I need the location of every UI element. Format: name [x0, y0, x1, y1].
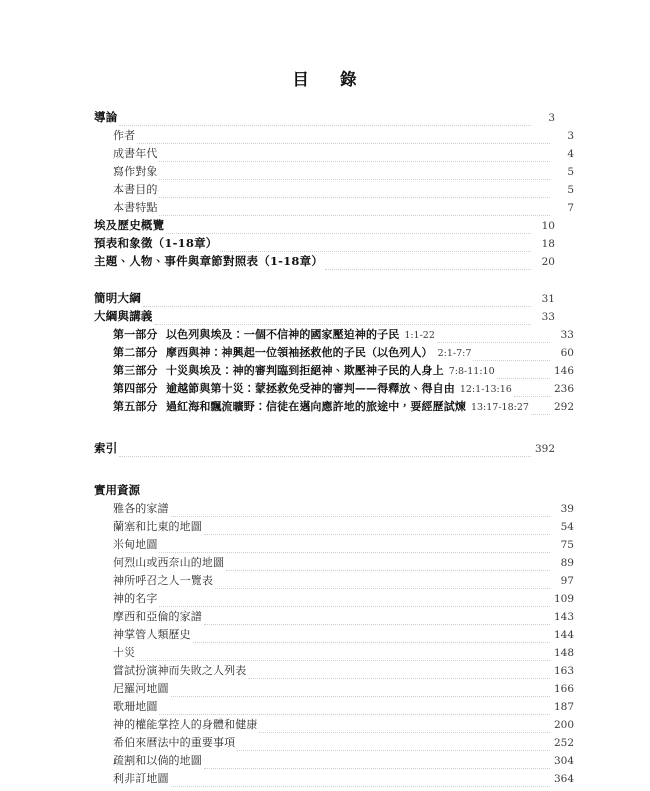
toc-entry[interactable] — [94, 611, 574, 629]
toc-entry-page-number: 392 — [534, 443, 555, 456]
toc-entry[interactable] — [94, 773, 574, 791]
toc-entry-label-group — [113, 575, 213, 586]
toc-entry-page-number: 7 — [567, 202, 574, 215]
toc-section-header — [94, 485, 555, 503]
toc-entry-label-group — [113, 130, 135, 141]
toc-entry-label-group — [113, 737, 235, 748]
dot-leader — [159, 713, 550, 715]
dot-leader — [237, 749, 550, 751]
dot-leader — [119, 455, 531, 457]
toc-entry-page-number: 200 — [553, 719, 574, 732]
toc-entry-title: 逾越節與第十災：蒙拯救免受神的審判——得釋放、得自由 — [166, 382, 455, 396]
toc-entry-page-number: 54 — [560, 521, 574, 534]
toc-entry-title: 利非訂地圖 — [113, 772, 169, 786]
toc-entry[interactable] — [94, 148, 574, 166]
toc-entry[interactable] — [94, 329, 574, 347]
toc-entry-page-number: 144 — [553, 629, 574, 642]
dot-leader — [119, 124, 531, 126]
toc-entry-page-number: 18 — [541, 238, 555, 251]
toc-entry[interactable] — [94, 521, 574, 539]
dot-leader — [137, 142, 550, 144]
toc-entry-label-group — [113, 647, 135, 658]
toc-entry-page-number: 97 — [560, 575, 574, 588]
toc-entry-label-group — [113, 719, 257, 730]
toc-entry-part-label: 第五部分 — [113, 400, 158, 414]
toc-entry-page-number: 109 — [553, 593, 574, 606]
toc-entry-label-group — [113, 701, 157, 712]
toc-entry-label-group — [94, 238, 218, 250]
dot-leader — [193, 641, 550, 643]
dot-leader — [137, 659, 550, 661]
toc-entry-page-number: 33 — [541, 311, 555, 324]
toc-entry[interactable] — [94, 383, 574, 401]
toc-entry-label-group — [113, 365, 495, 377]
toc-entry[interactable] — [94, 737, 574, 755]
toc-entry-part-label: 第一部分 — [113, 328, 158, 342]
toc-entry-list — [94, 110, 574, 791]
toc-entry-title: 本書特點 — [113, 201, 158, 215]
toc-entry-page-number: 39 — [560, 503, 574, 516]
dot-leader — [159, 160, 550, 162]
toc-entry-label-group — [113, 329, 435, 341]
toc-entry-title: 神掌管人類歷史 — [113, 628, 191, 642]
toc-entry-title: 預表和象徵（1-18章） — [94, 236, 218, 251]
dot-leader — [259, 731, 550, 733]
dot-leader — [159, 178, 550, 180]
dot-leader — [437, 341, 550, 343]
toc-entry-page-number: 304 — [553, 755, 574, 768]
toc-entry-label-group — [113, 683, 169, 694]
toc-entry-title: 神的權能掌控人的身體和健康 — [113, 718, 258, 732]
toc-entry-label-group — [113, 383, 512, 395]
toc-entry-label-group — [113, 166, 157, 177]
dot-leader — [171, 515, 550, 517]
toc-entry-label-group — [113, 593, 157, 604]
toc-entry-label-group — [94, 112, 117, 124]
toc-entry-page-number: 166 — [553, 683, 574, 696]
group-spacer — [94, 274, 555, 293]
toc-entry-label-group — [94, 293, 141, 305]
toc-entry[interactable] — [94, 112, 555, 130]
group-spacer — [94, 419, 555, 443]
toc-entry[interactable] — [94, 347, 574, 365]
toc-entry[interactable] — [94, 293, 555, 311]
toc-entry-label-group — [94, 220, 164, 232]
toc-entry-page-number: 236 — [553, 383, 574, 396]
toc-entry-title: 過紅海和飄流曠野：信徒在邁向應許地的旅途中，要經歷試煉 — [166, 400, 466, 414]
toc-entry[interactable] — [94, 719, 574, 737]
toc-entry-label-group — [94, 256, 323, 268]
dot-leader — [155, 323, 531, 325]
dot-leader — [159, 196, 550, 198]
toc-entry-page-number: 143 — [553, 611, 574, 624]
toc-entry[interactable] — [94, 629, 574, 647]
toc-entry[interactable] — [94, 755, 574, 773]
toc-entry[interactable] — [94, 166, 574, 184]
toc-entry-page-number: 146 — [553, 365, 574, 378]
dot-leader — [159, 551, 550, 553]
dot-leader — [325, 268, 531, 270]
toc-entry[interactable] — [94, 647, 574, 665]
toc-entry-label-group — [113, 184, 157, 195]
toc-entry-label-group — [113, 611, 202, 622]
toc-entry-title: 摩西與神：神興起一位領袖拯救他的子民（以色列人） — [166, 346, 433, 360]
dot-leader — [473, 359, 550, 361]
toc-entry-title: 尼羅河地圖 — [113, 682, 169, 696]
toc-entry[interactable] — [94, 683, 574, 701]
dot-leader — [159, 214, 550, 216]
toc-entry[interactable] — [94, 184, 574, 202]
toc-entry-page-number: 292 — [553, 401, 574, 414]
toc-entry-label-group — [113, 539, 157, 550]
toc-entry-page-number: 3 — [548, 112, 555, 125]
toc-entry-label-group — [113, 202, 157, 213]
toc-entry-page-number: 31 — [541, 293, 555, 306]
toc-entry[interactable] — [94, 665, 574, 683]
toc-entry[interactable] — [94, 575, 574, 593]
toc-entry-title: 作者 — [113, 129, 136, 143]
toc-entry-scripture-reference: 1:1-22 — [404, 330, 435, 342]
toc-entry[interactable] — [94, 443, 555, 461]
toc-entry[interactable] — [94, 557, 574, 575]
toc-entry-page-number: 5 — [567, 184, 574, 197]
toc-entry[interactable] — [94, 593, 574, 611]
toc-entry-label-group — [113, 773, 169, 784]
dot-leader — [226, 569, 550, 571]
toc-entry-scripture-reference: 7:8-11:10 — [448, 366, 495, 378]
toc-entry-page-number: 33 — [560, 329, 574, 342]
toc-entry-title: 歌珊地圖 — [113, 700, 158, 714]
toc-entry-title: 本書目的 — [113, 183, 158, 197]
toc-entry-page-number: 187 — [553, 701, 574, 714]
toc-entry-title: 索引 — [94, 441, 118, 456]
toc-entry-page-number: 20 — [541, 256, 555, 269]
toc-entry-title: 導論 — [94, 110, 118, 125]
toc-entry-page-number: 4 — [567, 148, 574, 161]
dot-leader — [220, 250, 531, 252]
dot-leader — [171, 785, 550, 787]
toc-entry[interactable] — [94, 311, 555, 329]
toc-entry-label-group — [94, 311, 153, 323]
toc-entry[interactable] — [94, 365, 574, 383]
toc-entry-title: 疏割和以倘的地圖 — [113, 754, 202, 768]
dot-leader — [531, 413, 550, 415]
toc-entry[interactable] — [94, 539, 574, 557]
toc-entry-page-number: 163 — [553, 665, 574, 678]
dot-leader — [204, 623, 550, 625]
toc-entry-title: 大綱與講義 — [94, 309, 153, 324]
dot-leader — [514, 395, 550, 397]
toc-entry-scripture-reference: 2:1-7:7 — [437, 348, 472, 360]
toc-entry-title: 寫作對象 — [113, 165, 158, 179]
toc-entry-label-group — [113, 629, 191, 640]
toc-entry-title: 摩西和亞倫的家譜 — [113, 610, 202, 624]
toc-entry[interactable] — [94, 130, 574, 148]
toc-entry-page-number: 60 — [560, 347, 574, 360]
dot-leader — [248, 677, 550, 679]
toc-entry-title: 神所呼召之人一覽表 — [113, 574, 213, 588]
dot-leader — [159, 605, 550, 607]
dot-leader — [204, 533, 550, 535]
dot-leader — [204, 767, 550, 769]
toc-entry-title: 以色列與埃及：一個不信神的國家壓迫神的子民 — [166, 328, 400, 342]
toc-entry-label-group — [113, 148, 157, 159]
toc-entry-part-label: 第二部分 — [113, 346, 158, 360]
toc-entry-page-number: 89 — [560, 557, 574, 570]
toc-entry[interactable] — [94, 503, 574, 521]
toc-entry-label-group — [113, 665, 246, 676]
toc-entry[interactable] — [94, 701, 574, 719]
toc-entry-page-number: 5 — [567, 166, 574, 179]
toc-entry-title: 十災與埃及：神的審判臨到拒絕神、欺壓神子民的人身上 — [166, 364, 444, 378]
toc-entry-page-number: 3 — [567, 130, 574, 143]
toc-entry-scripture-reference: 12:1-13:16 — [459, 384, 512, 396]
dot-leader — [143, 305, 531, 307]
toc-entry-title: 何烈山或西奈山的地圖 — [113, 556, 225, 570]
toc-entry-page-number: 10 — [541, 220, 555, 233]
toc-entry-title: 簡明大綱 — [94, 291, 141, 306]
toc-entry-page-number: 75 — [560, 539, 574, 552]
toc-entry-title: 主題、人物、事件與章節對照表（1-18章） — [94, 254, 324, 269]
toc-entry-label-group — [94, 443, 117, 455]
toc-entry-title: 希伯來曆法中的重要事項 — [113, 736, 236, 750]
toc-entry-label-group — [113, 347, 471, 359]
toc-entry-part-label: 第三部分 — [113, 364, 158, 378]
dot-leader — [166, 232, 531, 234]
toc-entry-page-number: 252 — [553, 737, 574, 750]
toc-entry-page-number: 148 — [553, 647, 574, 660]
toc-entry-title: 成書年代 — [113, 147, 158, 161]
toc-entry-title: 蘭塞和比東的地圖 — [113, 520, 202, 534]
dot-leader — [171, 695, 550, 697]
toc-entry-label-group — [113, 503, 169, 514]
toc-entry[interactable] — [94, 202, 574, 220]
toc-entry-scripture-reference: 13:17-18:27 — [470, 402, 529, 414]
toc-section-header-group — [94, 485, 140, 497]
toc-section-header-title: 實用資源 — [94, 483, 140, 498]
toc-entry-title: 米甸地圖 — [113, 538, 158, 552]
dot-leader — [215, 587, 550, 589]
group-spacer — [94, 461, 555, 485]
toc-entry-label-group — [113, 755, 202, 766]
toc-entry-label-group — [113, 401, 529, 413]
toc-entry-label-group — [113, 521, 202, 532]
toc-entry-title: 埃及歷史概覽 — [94, 218, 165, 233]
page-title: 目 錄 — [292, 70, 365, 89]
toc-entry[interactable] — [94, 401, 574, 419]
toc-entry-part-label: 第四部分 — [113, 382, 158, 396]
toc-entry-title: 十災 — [113, 646, 136, 660]
dot-leader — [497, 377, 550, 379]
toc-entry-page-number: 364 — [553, 773, 574, 786]
toc-entry-title: 嘗試扮演神而失敗之人列表 — [113, 664, 247, 678]
toc-entry-title: 雅各的家譜 — [113, 502, 169, 516]
toc-entry-title: 神的名字 — [113, 592, 158, 606]
toc-entry[interactable] — [94, 256, 555, 274]
toc-entry-label-group — [113, 557, 224, 568]
